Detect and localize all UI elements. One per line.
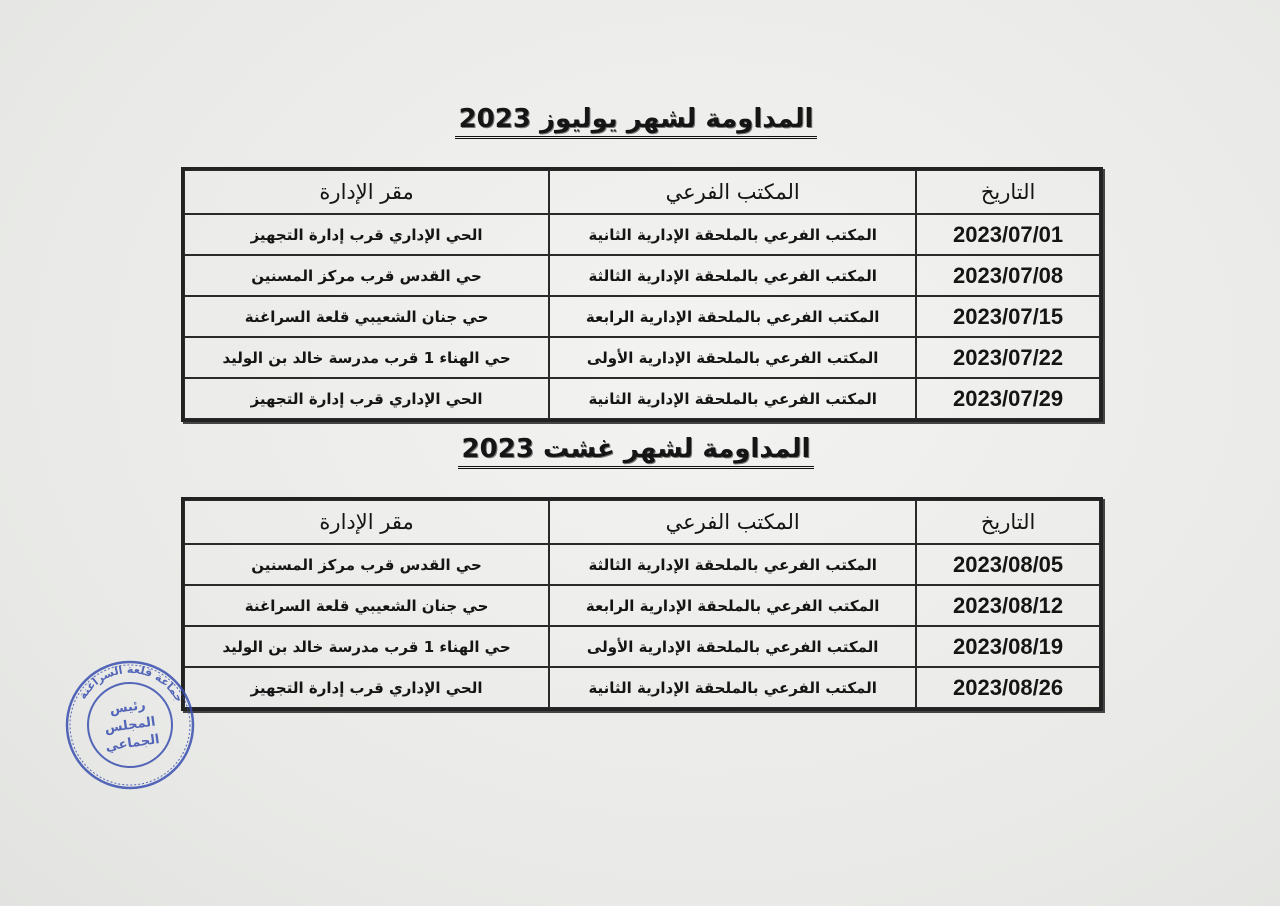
row-office: المكتب الفرعي بالملحقة الإدارية الثانية	[549, 667, 916, 708]
row-date: 2023/07/01	[916, 214, 1100, 255]
table-header-row	[184, 170, 1100, 214]
row-date: 2023/07/15	[916, 296, 1100, 337]
row-location: حي جنان الشعيبي قلعة السراغنة	[184, 585, 549, 626]
table-row	[184, 378, 1100, 419]
table-row	[184, 255, 1100, 296]
table-row	[184, 626, 1100, 667]
official-stamp	[64, 659, 196, 791]
header-office: المكتب الفرعي	[549, 500, 916, 544]
header-location: مقر الإدارة	[184, 500, 549, 544]
stamp-seal-icon	[64, 659, 196, 791]
august-title	[0, 434, 1276, 469]
row-location: حي الهناء 1 قرب مدرسة خالد بن الوليد	[184, 626, 549, 667]
row-office: المكتب الفرعي بالملحقة الإدارية الثالثة	[549, 255, 916, 296]
header-date: التاريخ	[916, 170, 1100, 214]
august-schedule-table	[181, 497, 1103, 711]
july-title-text: المداومة لشهر يوليوز 2023	[455, 104, 818, 139]
table-row	[184, 667, 1100, 708]
row-location: حي القدس قرب مركز المسنين	[184, 255, 549, 296]
stamp-inner-line-1: رئيس	[108, 697, 147, 718]
table-row	[184, 544, 1100, 585]
row-location: الحي الإداري قرب إدارة التجهيز	[184, 378, 549, 419]
row-office: المكتب الفرعي بالملحقة الإدارية الرابعة	[549, 296, 916, 337]
july-schedule-table	[181, 167, 1103, 422]
table-header-row	[184, 500, 1100, 544]
row-date: 2023/08/19	[916, 626, 1100, 667]
stamp-inner-line-2: المجلس	[103, 714, 157, 737]
row-date: 2023/08/26	[916, 667, 1100, 708]
july-title	[0, 104, 1276, 139]
august-title-text: المداومة لشهر غشت 2023	[458, 434, 815, 469]
stamp-inner-line-3: الجماعي	[104, 732, 161, 755]
row-office: المكتب الفرعي بالملحقة الإدارية الثالثة	[549, 544, 916, 585]
row-office: المكتب الفرعي بالملحقة الإدارية الأولى	[549, 337, 916, 378]
table-row	[184, 214, 1100, 255]
row-date: 2023/07/08	[916, 255, 1100, 296]
row-office: المكتب الفرعي بالملحقة الإدارية الرابعة	[549, 585, 916, 626]
row-location: الحي الإداري قرب إدارة التجهيز	[184, 667, 549, 708]
stamp-outer-text: جماعة قلعة السراغنة	[75, 662, 186, 705]
row-location: الحي الإداري قرب إدارة التجهيز	[184, 214, 549, 255]
row-date: 2023/08/12	[916, 585, 1100, 626]
row-office: المكتب الفرعي بالملحقة الإدارية الثانية	[549, 378, 916, 419]
header-date: التاريخ	[916, 500, 1100, 544]
header-location: مقر الإدارة	[184, 170, 549, 214]
row-location: حي القدس قرب مركز المسنين	[184, 544, 549, 585]
table-row	[184, 337, 1100, 378]
row-office: المكتب الفرعي بالملحقة الإدارية الأولى	[549, 626, 916, 667]
row-date: 2023/07/22	[916, 337, 1100, 378]
table-row	[184, 296, 1100, 337]
row-location: حي الهناء 1 قرب مدرسة خالد بن الوليد	[184, 337, 549, 378]
row-date: 2023/07/29	[916, 378, 1100, 419]
header-office: المكتب الفرعي	[549, 170, 916, 214]
table-row	[184, 585, 1100, 626]
row-office: المكتب الفرعي بالملحقة الإدارية الثانية	[549, 214, 916, 255]
row-location: حي جنان الشعيبي قلعة السراغنة	[184, 296, 549, 337]
row-date: 2023/08/05	[916, 544, 1100, 585]
